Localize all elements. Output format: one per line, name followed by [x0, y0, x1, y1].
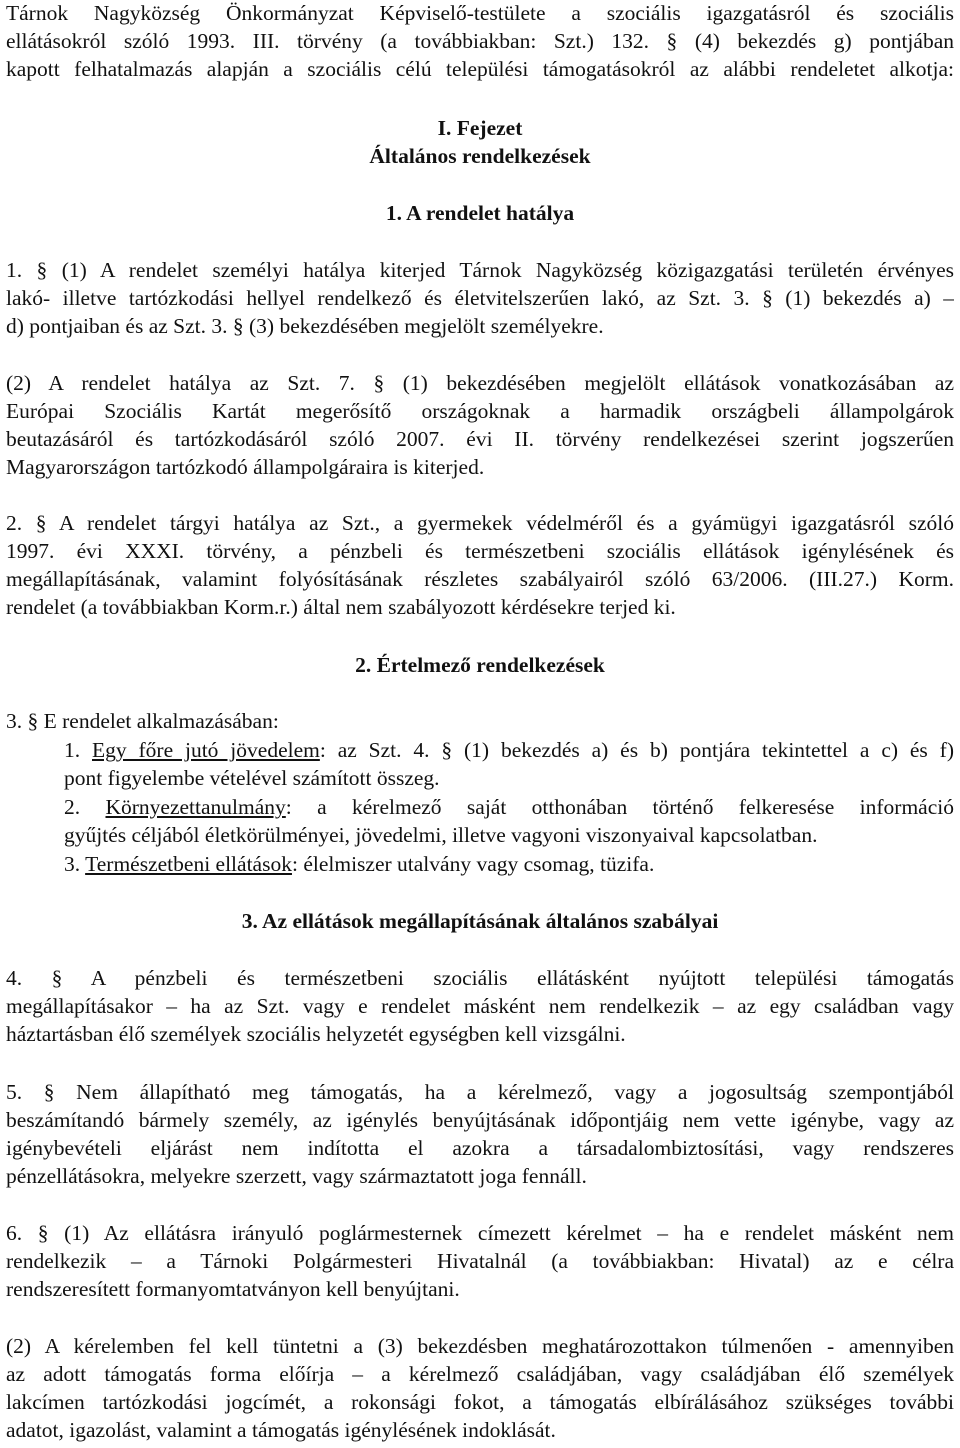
paragraph-line: d) pontjaiban és az Szt. 3. § (3) bekezdésében megjelölt személyekre. [6, 314, 604, 338]
paragraph-line: 1. § (1) A rendelet személyi hatálya kiterjed Tárnok Nagyközség közigazgatási területén érvényes [6, 258, 954, 282]
paragraph-line: adatot, igazolást, valamint a támogatás igénylésének indoklását. [6, 1418, 556, 1442]
paragraph-line: lakó- illetve tartózkodási hellyel rendelkező és életvitelszerűen lakó, az Szt. 3. § (1) bekezdés a) – [6, 286, 954, 310]
paragraph-line: rendelkezik – a Tárnoki Polgármesteri Hivatalnál (a továbbiakban: Hivatal) az e célra [6, 1249, 954, 1273]
paragraph-line: 4. § A pénzbeli és természetbeni szociális ellátásként nyújtott települési támogatás [6, 966, 954, 990]
paragraph-line: az adott támogatás forma előírja – a kérelmező családjában, vagy családjában élő személyek [6, 1362, 954, 1386]
preamble-line: kapott felhatalmazás alapján a szociális célú települési támogatásokról az alábbi rendeletet alkotja: [6, 57, 954, 81]
paragraph-line: megállapításának, valamint folyósításának részletes szabályairól szóló 63/2006. (III.27.) Korm. [6, 567, 954, 591]
chapter-heading: I. Fejezet [437, 116, 523, 140]
preamble-line: ellátásokról szóló 1993. III. törvény (a továbbiakban: Szt.) 132. § (4) bekezdés g) pontjában [6, 29, 954, 53]
paragraph-line: (2) A rendelet hatálya az Szt. 7. § (1) bekezdésében megjelölt ellátások vonatkozásában az [6, 371, 954, 395]
definition-item [64, 737, 954, 764]
section-heading: 1. A rendelet hatálya [385, 201, 575, 225]
paragraph-line: 6. § (1) Az ellátásra irányuló poglármesternek címezett kérelmet – ha e rendelet másként nem [6, 1221, 954, 1245]
section-heading: 2. Értelmező rendelkezések [355, 653, 605, 677]
paragraph-line: igénybevételi eljárást nem indította el azokra a társadalombiztosítási, vagy rendszeres [6, 1136, 954, 1160]
chapter-title: Általános rendelkezések [369, 144, 591, 168]
definition-number: 2. [64, 795, 106, 819]
paragraph-line: 2. § A rendelet tárgyi hatálya az Szt., a gyermekek védelméről és a gyámügyi igazgatásról szóló [6, 511, 954, 535]
definition-term: Környezettanulmány [105, 795, 286, 819]
paragraph-line: (2) A kérelemben fel kell tüntetni a (3) bekezdésben meghatározottakon túlmenően - amennyiben [6, 1334, 954, 1358]
definition-text: : a kérelmező saját otthonában történő felkeresése információ [285, 795, 954, 819]
preamble-line: Tárnok Nagyközség Önkormányzat Képviselő-testülete a szociális igazgatásról és szociális [6, 1, 954, 25]
paragraph-line: Európai Szociális Kartát megerősítő országoknak a harmadik országbeli állampolgárok [6, 399, 954, 423]
paragraph-line: pénzellátásokra, melyekre szerzett, vagy származtatott joga fennáll. [6, 1164, 587, 1188]
paragraph-line: beutazásáról és tartózkodásáról szóló 2007. évi II. törvény rendelkezései szerint jogszerűen [6, 427, 954, 451]
definition-line: pont figyelembe vételével számított összeg. [64, 766, 440, 790]
definition-term: Természetbeni ellátások [85, 852, 292, 876]
paragraph-line: 5. § Nem állapítható meg támogatás, ha a kérelmező, vagy a jogosultság szempontjából [6, 1080, 954, 1104]
paragraph-line: lakcímen tartózkodási jogcímét, a rokonsági fokot, a támogatás elbírálásához szükséges további [6, 1390, 954, 1414]
definition-number: 3. [64, 852, 86, 876]
section-heading: 3. Az ellátások megállapításának általános szabályai [241, 909, 719, 933]
definition-text: : élelmiszer utalvány vagy csomag, tüzifa. [291, 852, 655, 876]
definition-term: Egy főre jutó jövedelem [92, 738, 320, 762]
paragraph-line: beszámítandó bármely személy, az igénylés benyújtásának időpontjáig nem vette igénybe, vagy az [6, 1108, 954, 1132]
paragraph-line: Magyarországon tartózkodó állampolgáraira is kiterjed. [6, 455, 485, 479]
definition-item [64, 794, 954, 821]
definition-number: 1. [64, 738, 92, 762]
paragraph-line: 3. § E rendelet alkalmazásában: [6, 709, 279, 733]
definition-text: : az Szt. 4. § (1) bekezdés a) és b) pontjára tekintettel a c) és f) [319, 738, 954, 762]
paragraph-line: rendszeresített formanyomtatványon kell benyújtani. [6, 1277, 460, 1301]
paragraph-line: háztartásban élő személyek szociális helyzetét egységben kell vizsgálni. [6, 1022, 626, 1046]
definition-item [64, 851, 954, 878]
definition-line: gyűjtés céljából életkörülményei, jövedelmi, illetve vagyoni viszonyaival kapcsolatban. [64, 823, 818, 847]
paragraph-line: rendelet (a továbbiakban Korm.r.) által nem szabályozott kérdésekre terjed ki. [6, 595, 676, 619]
paragraph-line: megállapításakor – ha az Szt. vagy e rendelet másként nem rendelkezik – az egy családban vagy [6, 994, 954, 1018]
paragraph-line: 1997. évi XXXI. törvény, a pénzbeli és természetbeni szociális ellátások igénylésének és [6, 539, 954, 563]
